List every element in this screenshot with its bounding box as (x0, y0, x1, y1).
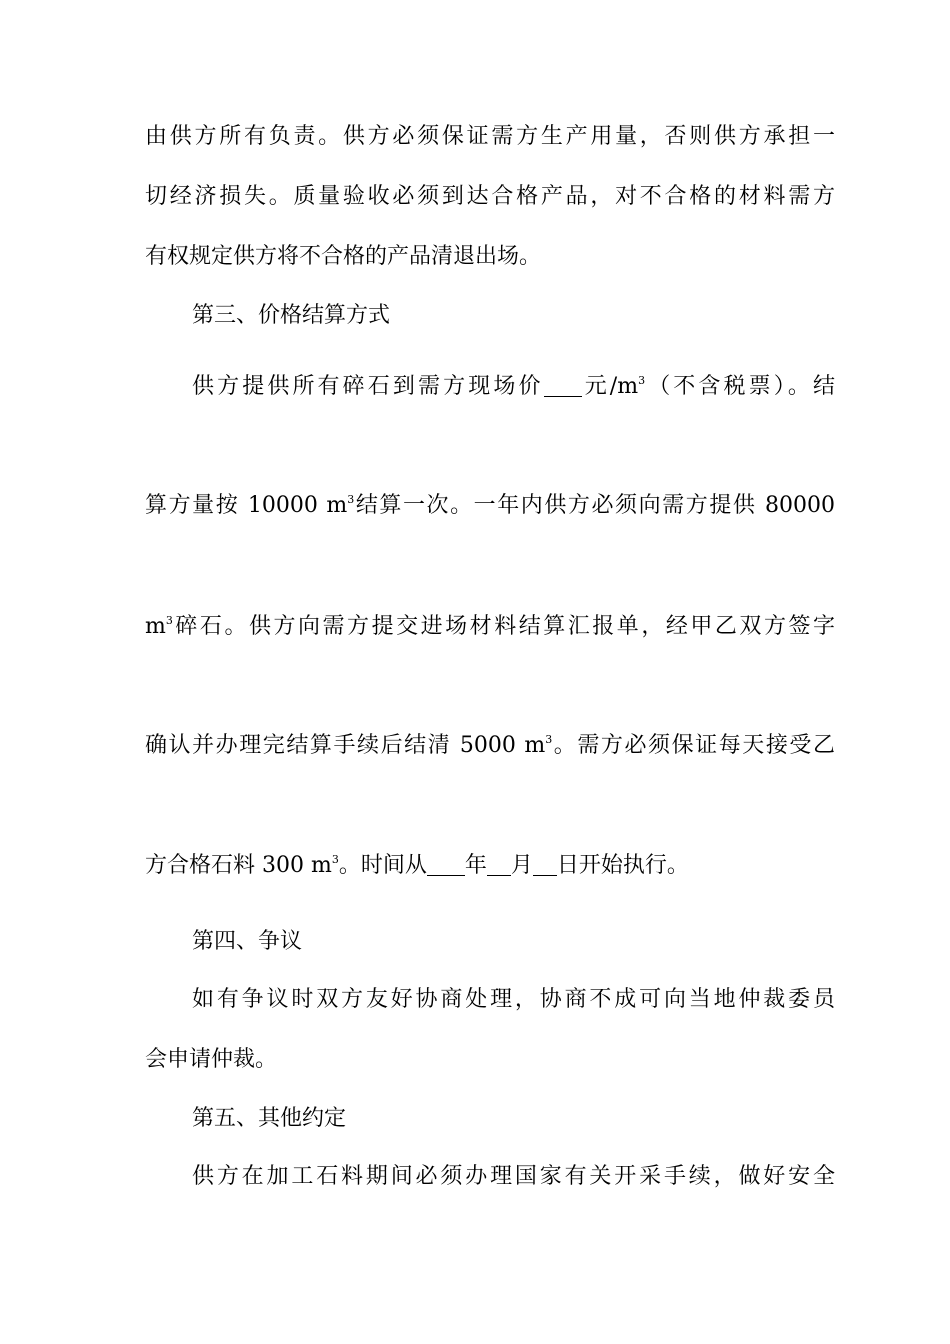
section-heading: 第三、价格结算方式 (192, 303, 391, 328)
text-run: 日开始执行。 (556, 853, 689, 878)
superscript: 3 (165, 614, 173, 627)
superscript: 3 (347, 493, 355, 506)
fill-in-blank-year (427, 853, 465, 876)
text-run: 供方提供所有碎石到需方现场价 (192, 374, 544, 399)
text-run: 元/m (581, 374, 639, 399)
text-run: 年 (464, 853, 487, 878)
paragraph-line (192, 372, 835, 402)
paragraph-line: 如有争议时双方友好协商处理，协商不成可向当地仲裁委员 (192, 987, 835, 1012)
paragraph-line: 供方在加工石料期间必须办理国家有关开采手续，做好安全 (192, 1164, 835, 1189)
superscript: 3 (331, 853, 339, 866)
text-run: 算方量按 10000 m (145, 493, 348, 518)
section-heading: 第四、争议 (192, 929, 303, 954)
text-run: 。时间从 (338, 853, 427, 878)
text-run: 确认并办理完结算手续后结清 5000 m (145, 733, 546, 758)
text-run: 结算一次。一年内供方必须向需方提供 80000 (354, 493, 836, 518)
paragraph-line: 切经济损失。质量验收必须到达合格产品，对不合格的材料需方 (145, 184, 835, 209)
fill-in-blank-month (487, 853, 511, 876)
text-run: 方合格石料 300 m (145, 853, 332, 878)
text-run: 月 (510, 853, 533, 878)
paragraph-line: 会申请仲裁。 (145, 1047, 278, 1072)
paragraph-line: 有权规定供方将不合格的产品清退出场。 (145, 244, 542, 269)
paragraph-line (145, 491, 835, 521)
fill-in-blank-day (533, 853, 557, 876)
paragraph-line (145, 731, 835, 761)
text-run: 碎石。供方向需方提交进场材料结算汇报单，经甲乙双方签字 (172, 614, 835, 639)
text-run: （不含税票）。结 (645, 374, 835, 399)
paragraph-line (145, 851, 835, 881)
paragraph-line: 由供方所有负责。供方必须保证需方生产用量，否则供方承担一 (145, 124, 835, 149)
paragraph-line (145, 612, 835, 642)
superscript: 3 (545, 733, 553, 746)
text-run: m (145, 614, 166, 639)
superscript: 3 (638, 374, 646, 387)
fill-in-blank (544, 374, 582, 397)
text-run: 。需方必须保证每天接受乙 (552, 733, 835, 758)
section-heading: 第五、其他约定 (192, 1106, 347, 1131)
